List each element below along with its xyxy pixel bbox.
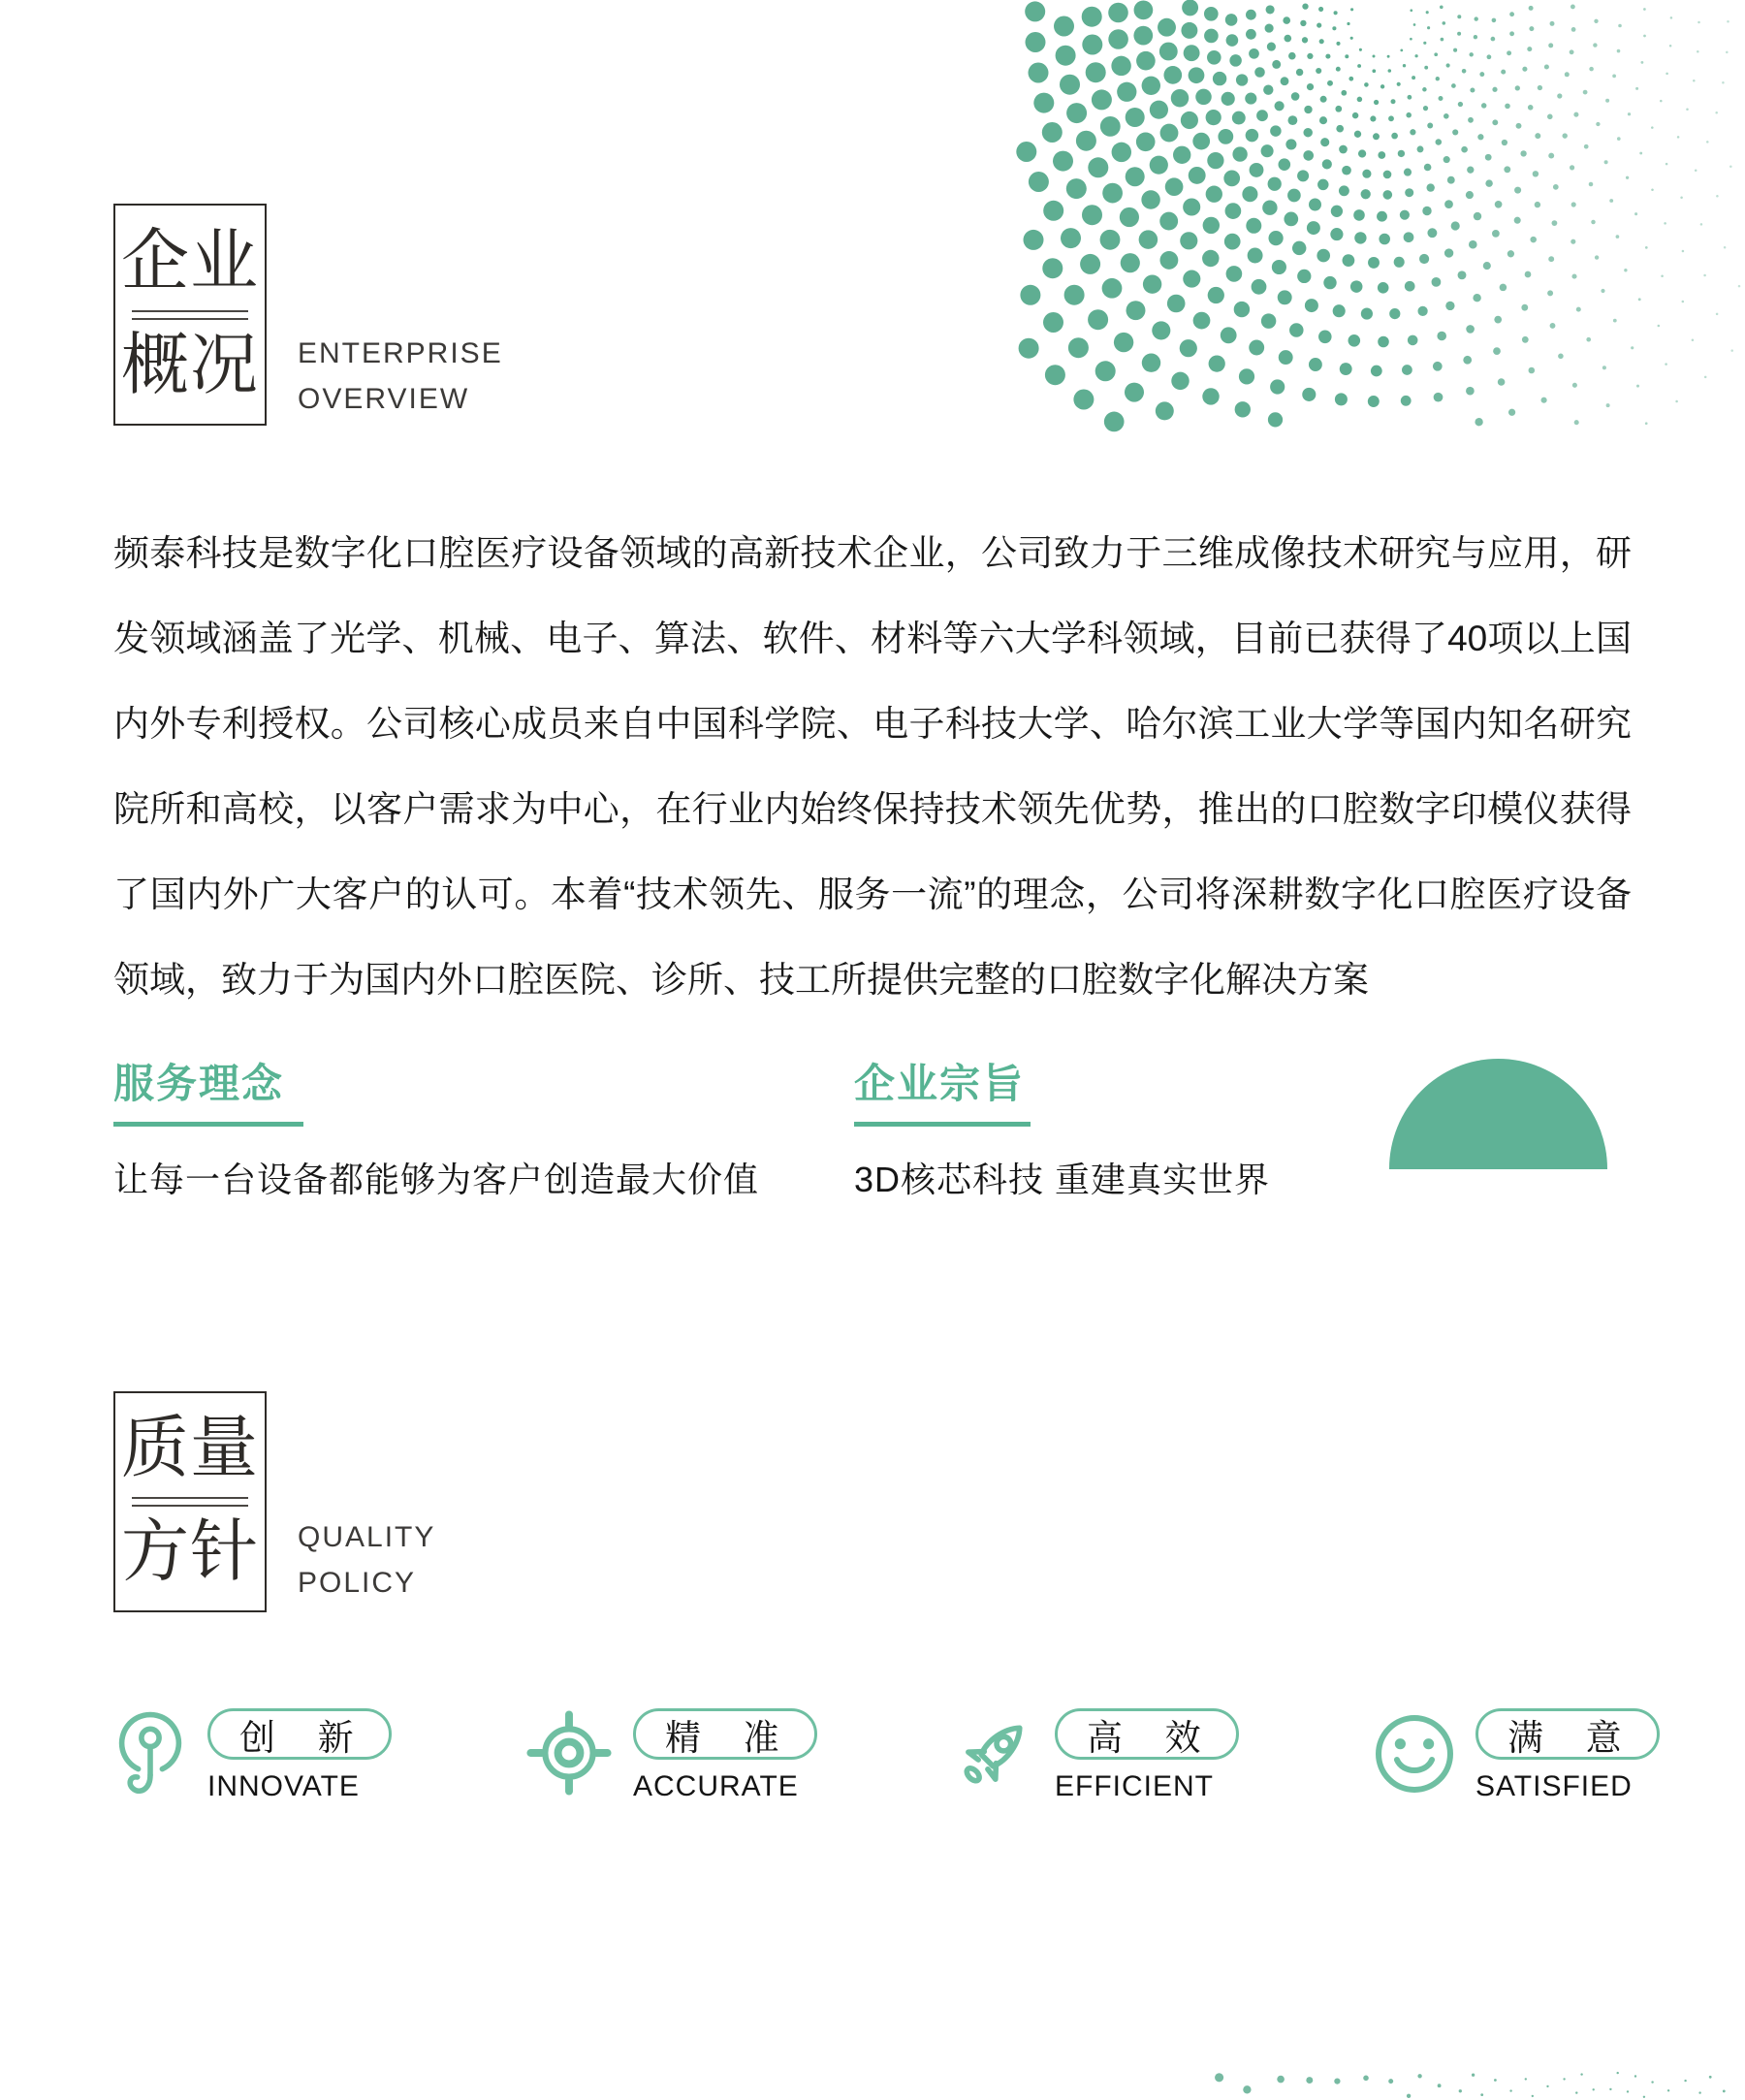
accurate-en-label: ACCURATE (633, 1770, 799, 1802)
value-text-innovate (207, 1708, 392, 1803)
innovate-en-label: INNOVATE (207, 1770, 360, 1802)
service-concept-body: 让每一台设备都能够为客户创造最大价值 (113, 1160, 760, 1199)
target-icon (526, 1710, 612, 1800)
enterprise-mission-underline (854, 1122, 1031, 1127)
lightbulb-icon (116, 1708, 184, 1810)
satisfied-en-label: SATISFIED (1475, 1770, 1633, 1802)
service-concept-section (113, 1052, 759, 1202)
efficient-pill-label: 高 效 (1055, 1708, 1239, 1760)
value-text-accurate (633, 1708, 817, 1803)
satisfied-pill-label: 满 意 (1475, 1708, 1660, 1760)
rocket-icon (950, 1712, 1037, 1800)
enterprise-title-cn-line2: 概况 (121, 328, 259, 403)
smiley-icon (1373, 1712, 1456, 1800)
title-box-divider (132, 310, 248, 320)
enterprise-overview-en-caption (298, 331, 503, 422)
accurate-pill-label: 精 准 (633, 1708, 817, 1760)
quality-policy-title-box (113, 1391, 267, 1612)
enterprise-overview-title-box (113, 204, 267, 426)
service-concept-title: 服务理念 (113, 1061, 285, 1106)
company-description-paragraph: 频泰科技是数字化口腔医疗设备领域的高新技术企业，公司致力于三维成像技术研究与应用，研发领域涵盖了光学、机械、电子、算法、软件、材料等六大学科领域，目前已获得了40项以上国内外专利授权。公司核心成员来自中国科学院、电子科技大学、哈尔滨工业大学等国内知名研究院所和高校，以客户需求为中心，在行业内始终保持技术领先优势，推出的口腔数字印模仪获得了国内外广大客户的认可。本着“技术领先、服务一流”的理念，公司将深耕数字化口腔医疗设备领域，致力于为国内外口腔医院、诊所、技工所提供完整的口腔数字化解决方案 (113, 533, 1632, 1000)
value-item-accurate (526, 1708, 817, 1803)
value-item-satisfied (1373, 1708, 1660, 1803)
enterprise-en-line1: ENTERPRISE (298, 337, 503, 369)
quality-title-cn-line2: 方针 (121, 1515, 259, 1590)
enterprise-mission-section (854, 1052, 1270, 1202)
enterprise-mission-title: 企业宗旨 (854, 1061, 1026, 1106)
enterprise-title-cn-line1: 企业 (121, 224, 259, 300)
quality-policy-en-caption (298, 1514, 435, 1606)
quality-en-line2: POLICY (298, 1567, 417, 1599)
value-item-innovate (116, 1708, 392, 1810)
value-text-satisfied (1475, 1708, 1660, 1803)
green-dome-shape (1389, 1059, 1607, 1169)
quality-en-line1: QUALITY (298, 1521, 436, 1553)
value-item-efficient (950, 1708, 1239, 1803)
title-box-divider (132, 1497, 248, 1507)
service-concept-underline (113, 1122, 303, 1127)
value-text-efficient (1055, 1708, 1239, 1803)
innovate-pill-label: 创 新 (207, 1708, 392, 1760)
quality-title-cn-line1: 质量 (121, 1412, 259, 1487)
enterprise-en-line2: OVERVIEW (298, 383, 470, 415)
efficient-en-label: EFFICIENT (1055, 1770, 1214, 1802)
enterprise-mission-body: 3D核芯科技 重建真实世界 (854, 1160, 1271, 1199)
